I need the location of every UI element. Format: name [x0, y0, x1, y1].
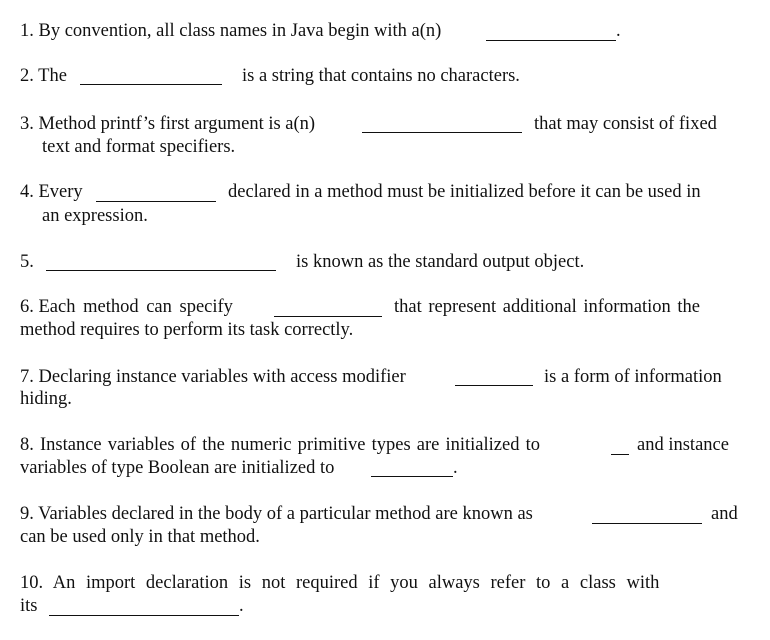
question-text: The [38, 66, 67, 86]
question-5-number: 5. [20, 252, 34, 272]
question-number: 6. [20, 297, 34, 317]
answer-blank-2[interactable] [80, 83, 222, 85]
question-number: 1. [20, 21, 34, 41]
question-7-text-after: is a form of information [544, 367, 722, 387]
question-9-text-after: and [711, 504, 738, 524]
question-6-text-after: that represent additional information the [394, 297, 700, 317]
question-6-line-2: method requires to perform its task correctly. [20, 320, 354, 340]
question-text: An import declaration is not required if you always refer to a class with [52, 573, 660, 593]
question-10-line-1 [20, 571, 659, 595]
answer-blank-3[interactable] [362, 131, 522, 133]
question-2-line-1 [20, 64, 67, 88]
answer-blank-1[interactable] [486, 39, 616, 41]
answer-blank-9[interactable] [592, 522, 702, 524]
question-number: 8. [20, 435, 34, 455]
question-number: 3. [20, 114, 34, 134]
question-number: 2. [20, 66, 34, 86]
question-number: 7. [20, 367, 34, 387]
question-4-line-2: an expression. [42, 206, 148, 226]
question-number: 10. [20, 573, 44, 593]
question-text: Every [38, 182, 83, 202]
question-text: By convention, all class names in Java begin with a(n) [38, 21, 442, 41]
answer-blank-5[interactable] [46, 269, 276, 271]
question-7-line-2: hiding. [20, 389, 72, 409]
question-1-line-1 [20, 19, 441, 43]
question-text: Instance variables of the numeric primitive types are initialized to [40, 435, 540, 455]
question-8-line-2: variables of type Boolean are initialized to [20, 458, 335, 478]
question-8-period: . [453, 458, 458, 478]
answer-blank-8a[interactable] [611, 453, 629, 455]
question-text: Each method can specify [38, 297, 233, 317]
question-8-text-after: and instance [637, 435, 729, 455]
question-4-line-1 [20, 180, 83, 204]
question-number: 4. [20, 182, 34, 202]
question-text: Declaring instance variables with access modifier [38, 367, 406, 387]
question-number: 9. [20, 504, 34, 524]
answer-blank-8b[interactable] [371, 475, 453, 477]
question-3-line-1 [20, 112, 315, 136]
question-2-text-after: is a string that contains no characters. [242, 66, 520, 86]
answer-blank-4[interactable] [96, 200, 216, 202]
question-1-period: . [616, 21, 621, 41]
question-9-line-2: can be used only in that method. [20, 527, 260, 547]
answer-blank-10[interactable] [49, 614, 239, 616]
question-8-line-1 [20, 433, 540, 457]
question-4-text-after: declared in a method must be initialized before it can be used in [228, 182, 701, 202]
answer-blank-6[interactable] [274, 315, 382, 317]
question-7-line-1 [20, 365, 406, 389]
question-6-line-1 [20, 295, 233, 319]
question-text: Method printf’s first argument is a(n) [38, 114, 316, 134]
answer-blank-7[interactable] [455, 384, 533, 386]
question-5-text-after: is known as the standard output object. [296, 252, 585, 272]
question-text: Variables declared in the body of a particular method are known as [38, 504, 533, 524]
question-9-line-1 [20, 502, 533, 526]
question-3-text-after: that may consist of fixed [534, 114, 717, 134]
question-10-line-2: its [20, 596, 38, 616]
question-10-period: . [239, 596, 244, 616]
question-3-line-2: text and format specifiers. [42, 137, 236, 157]
